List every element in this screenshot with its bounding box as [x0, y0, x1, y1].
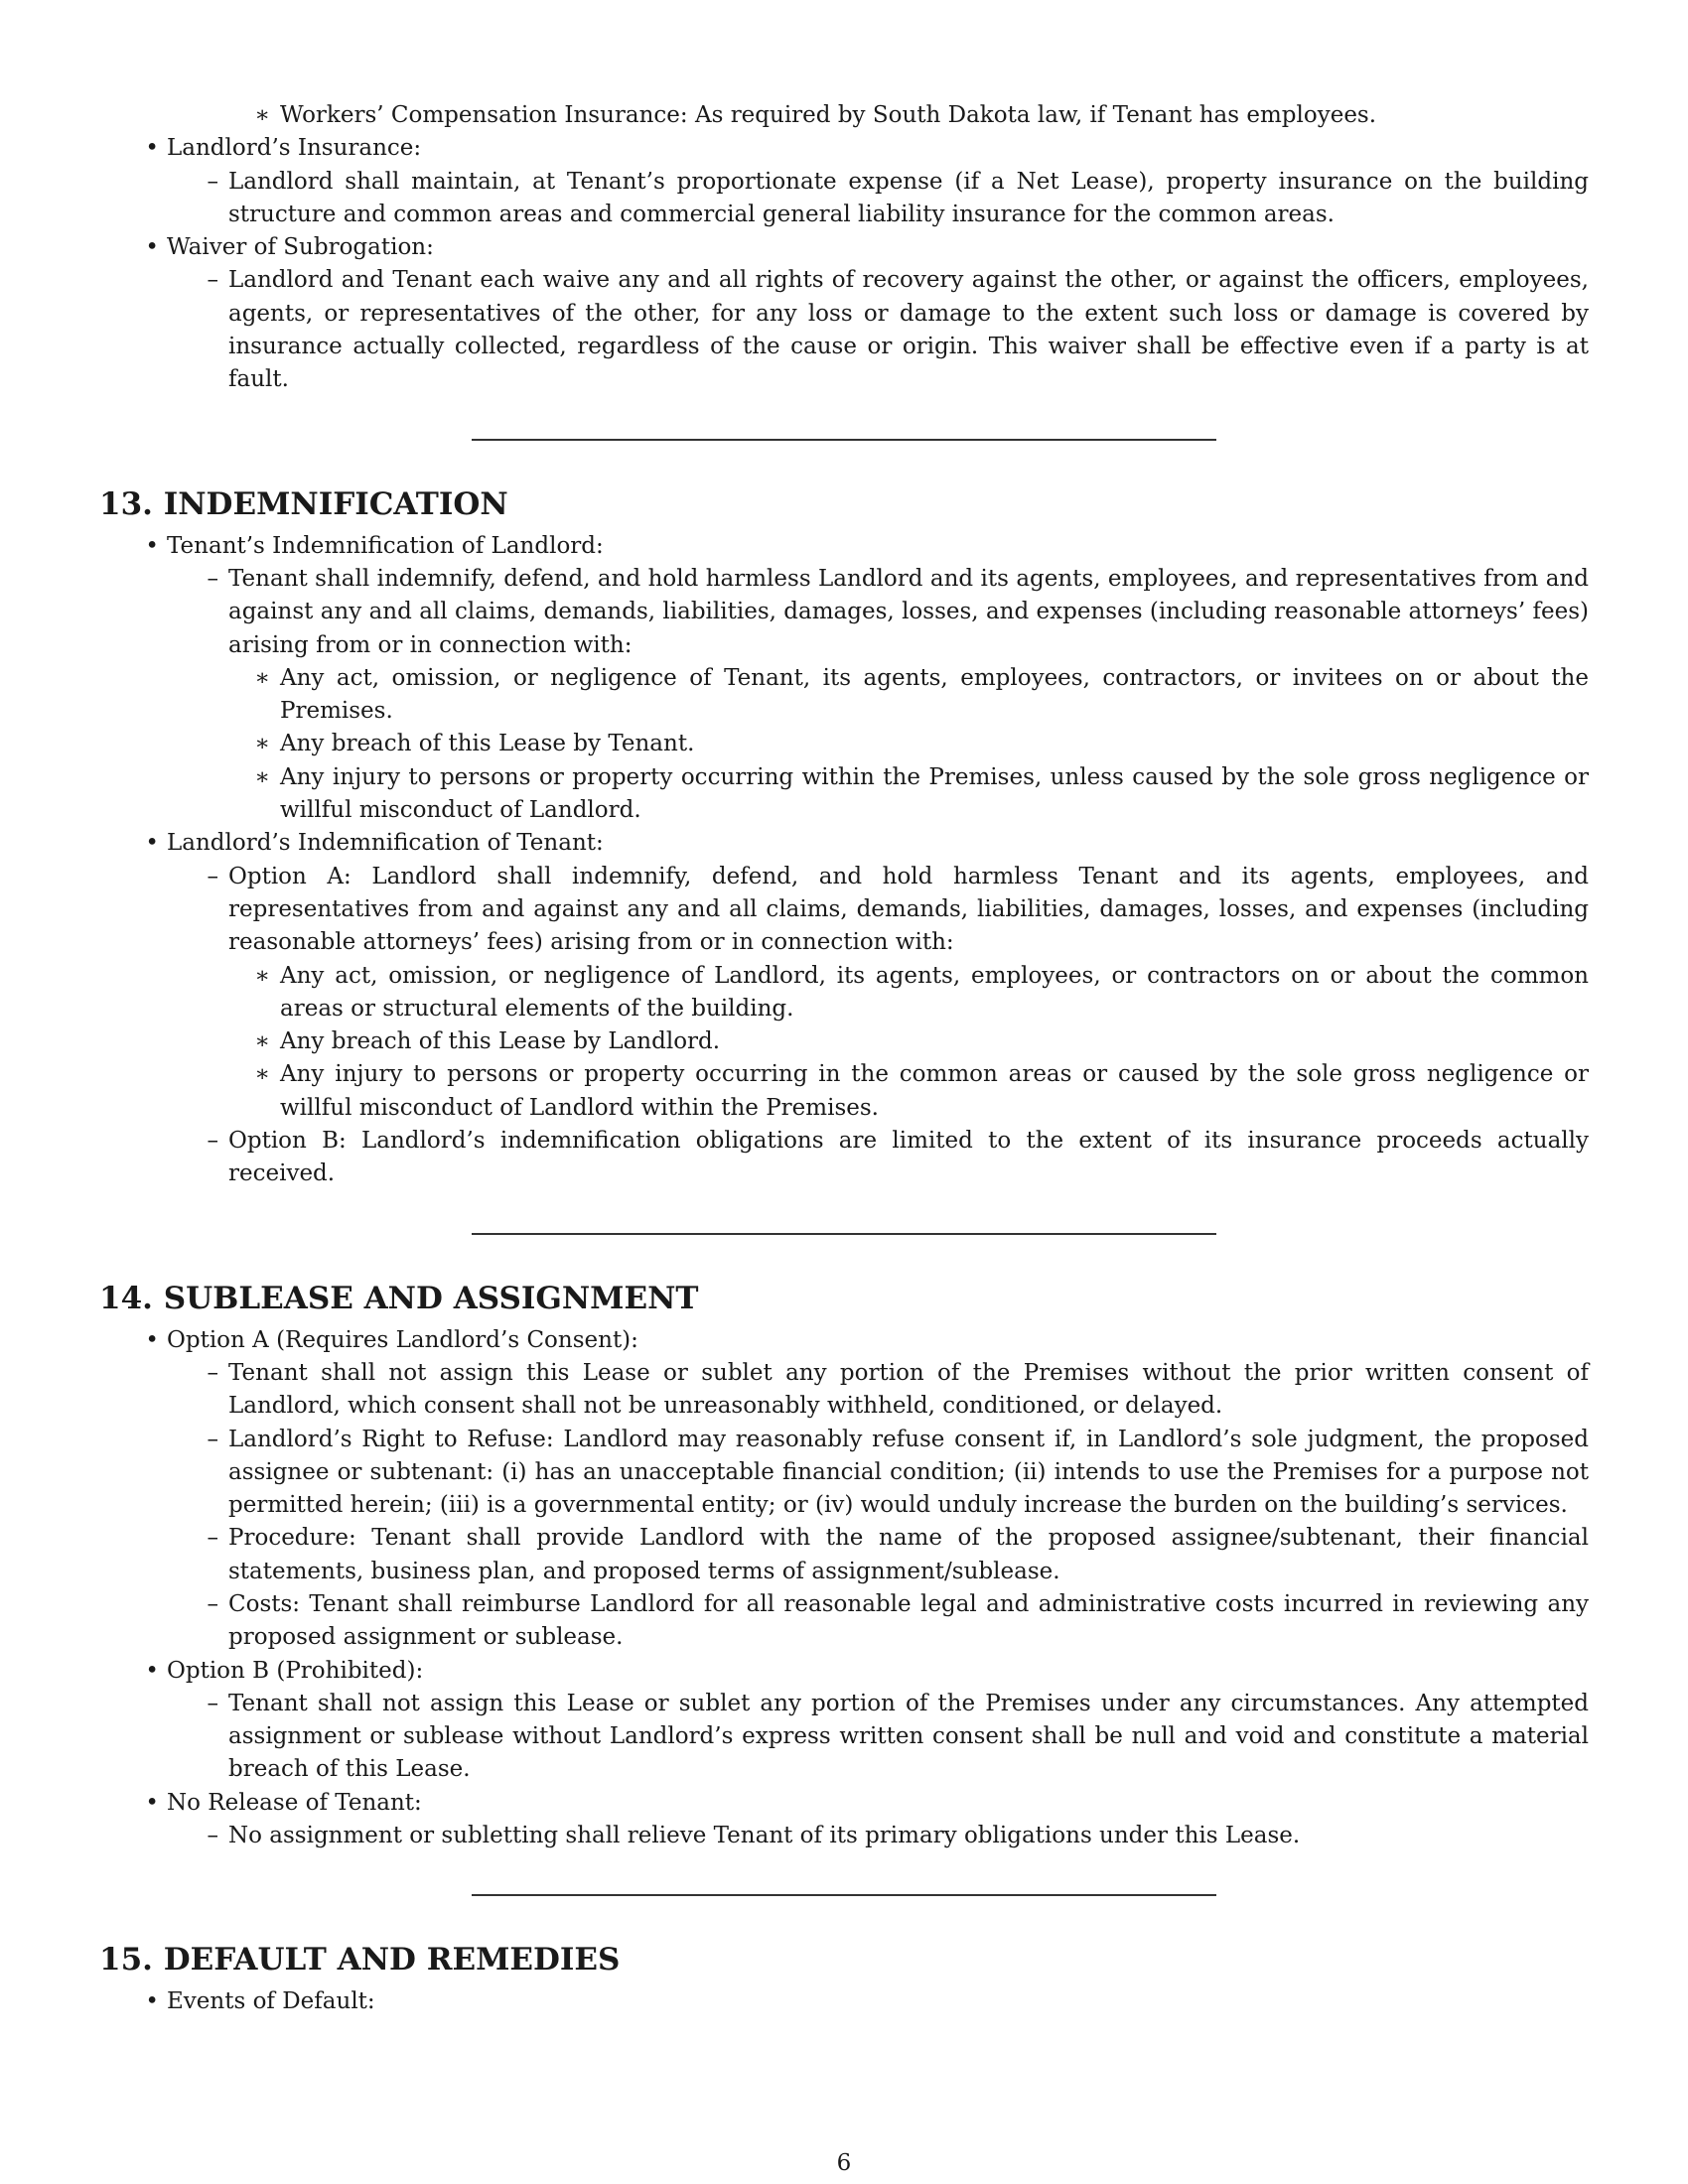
- landlord-item: Any act, omission, or negligence of Landlord, its agents, employees, or contractors on or about the common areas or structural elements of the building.: [280, 962, 1589, 1022]
- document-page: [99, 99, 1589, 2019]
- list-item: [99, 231, 1589, 264]
- list-item: [99, 563, 1589, 662]
- asterisk-bullet: ∗: [254, 962, 270, 989]
- dot-bullet: •: [145, 1657, 159, 1684]
- landlord-option-a: Option A: Landlord shall indemnify, defend, and hold harmless Tenant and its agents, employees, and representatives from and against any and all claims, demands, liabilities, damages, losses, and expenses (including reasonable attorneys’ fees) arising from or in connection with:: [228, 863, 1589, 956]
- list-item: [99, 166, 1589, 232]
- section-14-heading: 14. SUBLEASE AND ASSIGNMENT: [99, 1280, 699, 1316]
- asterisk-bullet: ∗: [254, 664, 270, 691]
- dot-bullet: •: [145, 1789, 159, 1816]
- list-item: [99, 1357, 1589, 1424]
- list-item: [99, 662, 1589, 729]
- dash-bullet: –: [207, 168, 218, 195]
- dot-bullet: •: [145, 234, 159, 261]
- section-14-list: [99, 1324, 1589, 1853]
- workers-comp-text: Workers’ Compensation Insurance: As required by South Dakota law, if Tenant has employees.: [280, 102, 1377, 128]
- option-a-item: Landlord’s Right to Refuse: Landlord may reasonably refuse consent if, in Landlord’s sole judgment, the proposed assignee or subtenant: (i) has an unacceptable financial condition; (ii) intends to use the Premises for a purpose not permitted herein; (iii) is a governmental entity; or (iv) would unduly increase the burden on the building’s services.: [228, 1426, 1589, 1519]
- dot-bullet: •: [145, 830, 159, 857]
- dash-bullet: –: [207, 863, 218, 889]
- list-item: [99, 728, 1589, 760]
- list-item: [99, 99, 1589, 132]
- asterisk-bullet: ∗: [254, 1028, 270, 1055]
- section-15-list: [99, 1985, 1589, 2018]
- list-item: [99, 1820, 1589, 1852]
- no-release-label: No Release of Tenant:: [167, 1789, 422, 1816]
- option-b-text: Tenant shall not assign this Lease or sublet any portion of the Premises under any circumstances. Any attempted assignment or sublease without Landlord’s express written consent shall be null and void and constitute a material breach of this Lease.: [228, 1690, 1589, 1783]
- list-item: [99, 1424, 1589, 1523]
- dash-bullet: –: [207, 1359, 218, 1386]
- list-item: [99, 1688, 1589, 1787]
- dash-bullet: –: [207, 1525, 218, 1552]
- option-a-label: Option A (Requires Landlord’s Consent):: [167, 1326, 638, 1353]
- list-item: [99, 1655, 1589, 1688]
- asterisk-bullet: ∗: [254, 731, 270, 757]
- list-item: [99, 1985, 1589, 2018]
- list-item: [99, 960, 1589, 1026]
- dot-bullet: •: [145, 1988, 159, 2015]
- events-of-default-label: Events of Default:: [167, 1988, 375, 2015]
- option-a-item: Costs: Tenant shall reimburse Landlord for all reasonable legal and administrative costs incurred in reviewing any proposed assignment or sublease.: [228, 1590, 1589, 1651]
- dot-bullet: •: [145, 135, 159, 162]
- list-item: [99, 1058, 1589, 1125]
- option-a-item: Tenant shall not assign this Lease or sublet any portion of the Premises without the prior written consent of Landlord, which consent shall not be unreasonably withheld, conditioned, or delayed.: [228, 1359, 1589, 1420]
- dash-bullet: –: [207, 1426, 218, 1452]
- no-release-text: No assignment or subletting shall relieve Tenant of its primary obligations under this Lease.: [228, 1823, 1301, 1849]
- list-item: [99, 827, 1589, 860]
- option-b-label: Option B (Prohibited):: [167, 1657, 424, 1684]
- insurance-continuation: [99, 99, 1589, 397]
- list-item: [99, 761, 1589, 828]
- list-item: [99, 1324, 1589, 1357]
- landlord-item: Any breach of this Lease by Landlord.: [280, 1028, 721, 1055]
- asterisk-bullet: ∗: [254, 763, 270, 790]
- tenant-indemnification-label: Tenant’s Indemnification of Landlord:: [167, 532, 604, 559]
- dash-bullet: –: [207, 1823, 218, 1849]
- list-item: [99, 1125, 1589, 1191]
- asterisk-bullet: ∗: [254, 1061, 270, 1088]
- landlord-indemnification-label: Landlord’s Indemnification of Tenant:: [167, 830, 604, 857]
- section-divider: [472, 1894, 1216, 1896]
- list-item: [99, 264, 1589, 396]
- list-item: [99, 1787, 1589, 1820]
- landlord-insurance-label: Landlord’s Insurance:: [167, 135, 422, 162]
- section-divider: [472, 1233, 1216, 1235]
- list-item: [99, 1522, 1589, 1588]
- dash-bullet: –: [207, 1590, 218, 1617]
- list-item: [99, 1588, 1589, 1655]
- list-item: [99, 1025, 1589, 1058]
- section-13-heading: 13. INDEMNIFICATION: [99, 485, 508, 522]
- list-item: [99, 861, 1589, 960]
- asterisk-bullet: ∗: [254, 102, 270, 128]
- section-15-heading: 15. DEFAULT AND REMEDIES: [99, 1942, 621, 1979]
- dot-bullet: •: [145, 532, 159, 559]
- landlord-item: Any injury to persons or property occurring in the common areas or caused by the sole gross negligence or willful misconduct of Landlord within the Premises.: [280, 1061, 1589, 1121]
- tenant-item: Any injury to persons or property occurring within the Premises, unless caused by the sole gross negligence or willful misconduct of Landlord.: [280, 763, 1589, 824]
- waiver-label: Waiver of Subrogation:: [167, 234, 434, 261]
- tenant-item: Any breach of this Lease by Tenant.: [280, 731, 695, 757]
- landlord-option-b: Option B: Landlord’s indemnification obligations are limited to the extent of its insurance proceeds actually received.: [228, 1128, 1589, 1187]
- dash-bullet: –: [207, 1128, 218, 1155]
- tenant-indemnification-text: Tenant shall indemnify, defend, and hold harmless Landlord and its agents, employees, and representatives from and against any and all claims, demands, liabilities, damages, losses, and expenses (including reasonable attorneys’ fees) arising from or in connection with:: [228, 565, 1589, 658]
- list-item: [99, 132, 1589, 165]
- page-number: 6: [836, 2150, 852, 2176]
- waiver-text: Landlord and Tenant each waive any and all rights of recovery against the other, or against the officers, employees, agents, or representatives of the other, for any loss or damage to the extent such loss or damage is covered by insurance actually collected, regardless of the cause or origin. This waiver shall be effective even if a party is at fault.: [228, 267, 1589, 393]
- dash-bullet: –: [207, 1690, 218, 1716]
- tenant-item: Any act, omission, or negligence of Tenant, its agents, employees, contractors, or invitees on or about the Premises.: [280, 664, 1589, 725]
- dot-bullet: •: [145, 1326, 159, 1353]
- option-a-item: Procedure: Tenant shall provide Landlord with the name of the proposed assignee/subtenant, their financial statements, business plan, and proposed terms of assignment/sublease.: [228, 1525, 1589, 1584]
- section-divider: [472, 439, 1216, 441]
- dash-bullet: –: [207, 565, 218, 592]
- section-13-list: [99, 530, 1589, 1191]
- list-item: [99, 530, 1589, 563]
- landlord-insurance-text: Landlord shall maintain, at Tenant’s proportionate expense (if a Net Lease), property insurance on the building structure and common areas and commercial general liability insurance for the common areas.: [228, 168, 1589, 227]
- dash-bullet: –: [207, 267, 218, 294]
